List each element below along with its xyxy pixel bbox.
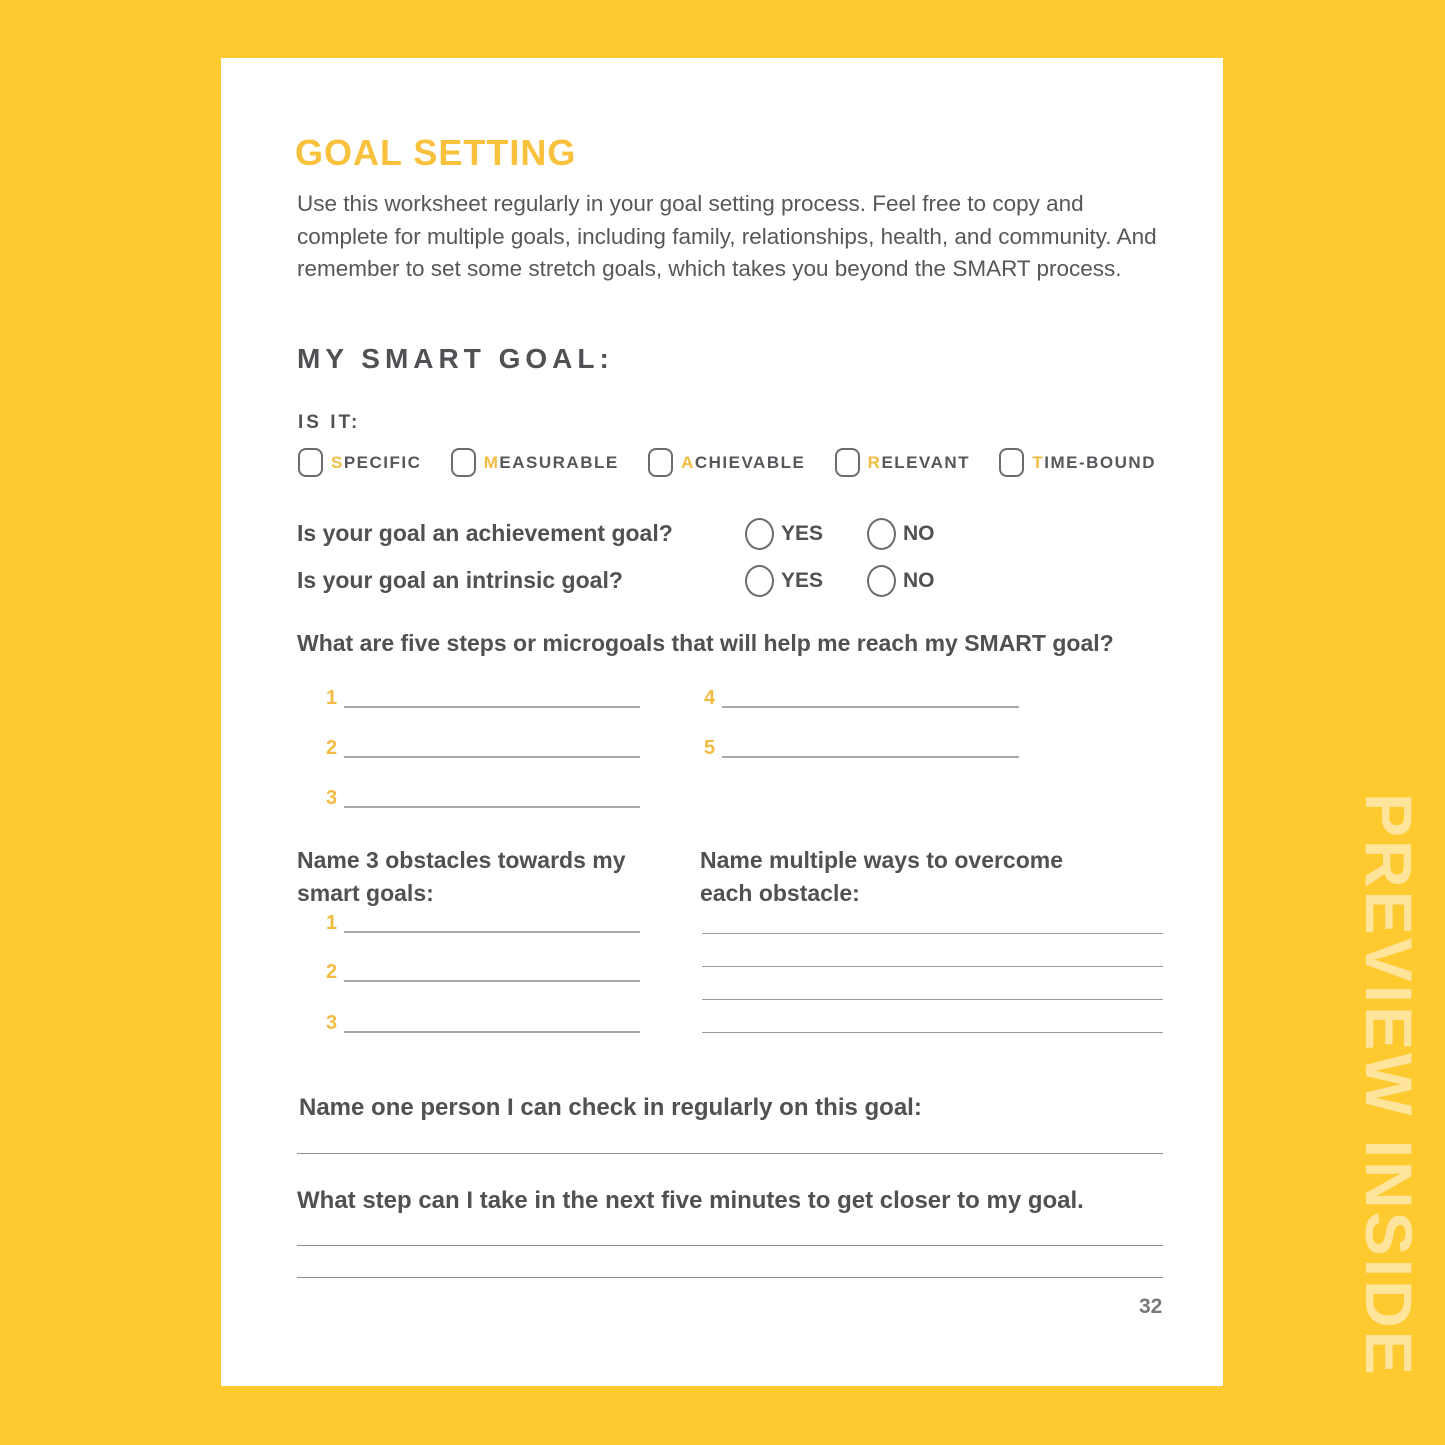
accent-letter: A: [681, 452, 695, 472]
label-rest: IME-BOUND: [1044, 452, 1156, 472]
checkbox-label: [1032, 453, 1156, 473]
checkbox-time-bound[interactable]: [999, 448, 1024, 477]
no-label: NO: [903, 522, 935, 545]
overcome-answer-line[interactable]: [702, 999, 1163, 1000]
checkbox-achievable[interactable]: [648, 448, 673, 477]
checkbox-item-specific: [298, 448, 421, 477]
step-row-1: [326, 688, 640, 708]
label-rest: ELEVANT: [881, 452, 971, 472]
no-choice: [867, 518, 935, 550]
page-number: 32: [1139, 1295, 1163, 1318]
no-radio[interactable]: [867, 565, 896, 597]
label-rest: CHIEVABLE: [694, 452, 806, 472]
no-radio[interactable]: [867, 518, 896, 550]
page-title: GOAL SETTING: [295, 132, 577, 173]
obstacle-row-1: [326, 913, 640, 933]
checkbox-label: [868, 453, 970, 473]
step-answer-line[interactable]: [344, 738, 640, 758]
checkbox-relevant[interactable]: [835, 448, 860, 477]
step-number: 2: [326, 737, 338, 759]
accent-letter: R: [867, 452, 882, 472]
checkbox-label: [484, 453, 619, 473]
obstacle-row-2: [326, 962, 640, 982]
preview-watermark: PREVIEW INSIDE: [1352, 793, 1426, 1378]
question-row-achievement: [297, 518, 1167, 552]
step-answer-line[interactable]: [344, 688, 640, 708]
step-answer-line[interactable]: [722, 688, 1019, 708]
overcome-answer-line[interactable]: [702, 933, 1163, 934]
step-number: 3: [326, 787, 338, 809]
no-label: NO: [903, 569, 935, 592]
yes-label: YES: [781, 569, 824, 592]
overcome-answer-line[interactable]: [702, 966, 1163, 967]
is-it-label: IS IT:: [298, 412, 361, 433]
yes-choice: [745, 518, 823, 550]
accent-letter: T: [1032, 452, 1045, 472]
yes-radio[interactable]: [745, 565, 774, 597]
checkin-question: Name one person I can check in regularly on this goal:: [299, 1094, 922, 1121]
obstacle-answer-line[interactable]: [344, 1013, 640, 1033]
step-answer-line[interactable]: [344, 788, 640, 808]
step-row-3: [326, 788, 640, 808]
obstacle-answer-line[interactable]: [344, 913, 640, 933]
smart-goal-heading: MY SMART GOAL:: [297, 343, 614, 374]
overcome-heading: Name multiple ways to overcome each obstacle:: [700, 847, 1064, 906]
label-rest: EASURABLE: [499, 452, 619, 472]
checkbox-label: [681, 453, 805, 473]
checkbox-specific[interactable]: [298, 448, 323, 477]
yes-choice: [745, 565, 823, 597]
overcome-answer-line[interactable]: [702, 1032, 1163, 1033]
steps-question: What are five steps or microgoals that will help me reach my SMART goal?: [297, 630, 1114, 656]
step-answer-line[interactable]: [722, 738, 1019, 758]
smart-checkbox-row: [298, 448, 1156, 477]
step-row-2: [326, 738, 640, 758]
yes-radio[interactable]: [745, 518, 774, 550]
checkbox-item-measurable: [451, 448, 619, 477]
step-number: 4: [704, 687, 716, 709]
checkbox-label: [331, 453, 421, 473]
obstacle-number: 1: [326, 912, 338, 934]
yes-label: YES: [781, 522, 824, 545]
intro-paragraph: Use this worksheet regularly in your goal setting process. Feel free to copy and complete for multiple goals, including family, relationships, health, and community. And remember to set some stretch goals, which takes you beyond the SMART process.: [297, 191, 1157, 281]
obstacle-row-3: [326, 1013, 640, 1033]
obstacle-number: 2: [326, 961, 338, 983]
step-row-5: [704, 738, 1019, 758]
checkbox-item-time-bound: [999, 448, 1156, 477]
step-number: 5: [704, 737, 716, 759]
label-rest: PECIFIC: [343, 452, 422, 472]
question-text: Is your goal an intrinsic goal?: [297, 567, 623, 593]
accent-letter: S: [331, 452, 344, 472]
question-row-intrinsic: [297, 565, 1167, 599]
step-number: 1: [326, 687, 338, 709]
checkbox-measurable[interactable]: [451, 448, 476, 477]
five-min-answer-line[interactable]: [297, 1277, 1163, 1278]
accent-letter: M: [483, 452, 500, 472]
checkbox-item-relevant: [835, 448, 970, 477]
worksheet-page: [221, 58, 1223, 1386]
step-row-4: [704, 688, 1019, 708]
five-min-answer-line[interactable]: [297, 1245, 1163, 1246]
question-text: Is your goal an achievement goal?: [297, 520, 673, 546]
checkin-answer-line[interactable]: [297, 1153, 1163, 1154]
no-choice: [867, 565, 935, 597]
five-min-question: What step can I take in the next five minutes to get closer to my goal.: [297, 1187, 1084, 1214]
obstacle-number: 3: [326, 1012, 338, 1034]
obstacles-heading: Name 3 obstacles towards my smart goals:: [297, 847, 626, 906]
obstacle-answer-line[interactable]: [344, 962, 640, 982]
checkbox-item-achievable: [648, 448, 805, 477]
